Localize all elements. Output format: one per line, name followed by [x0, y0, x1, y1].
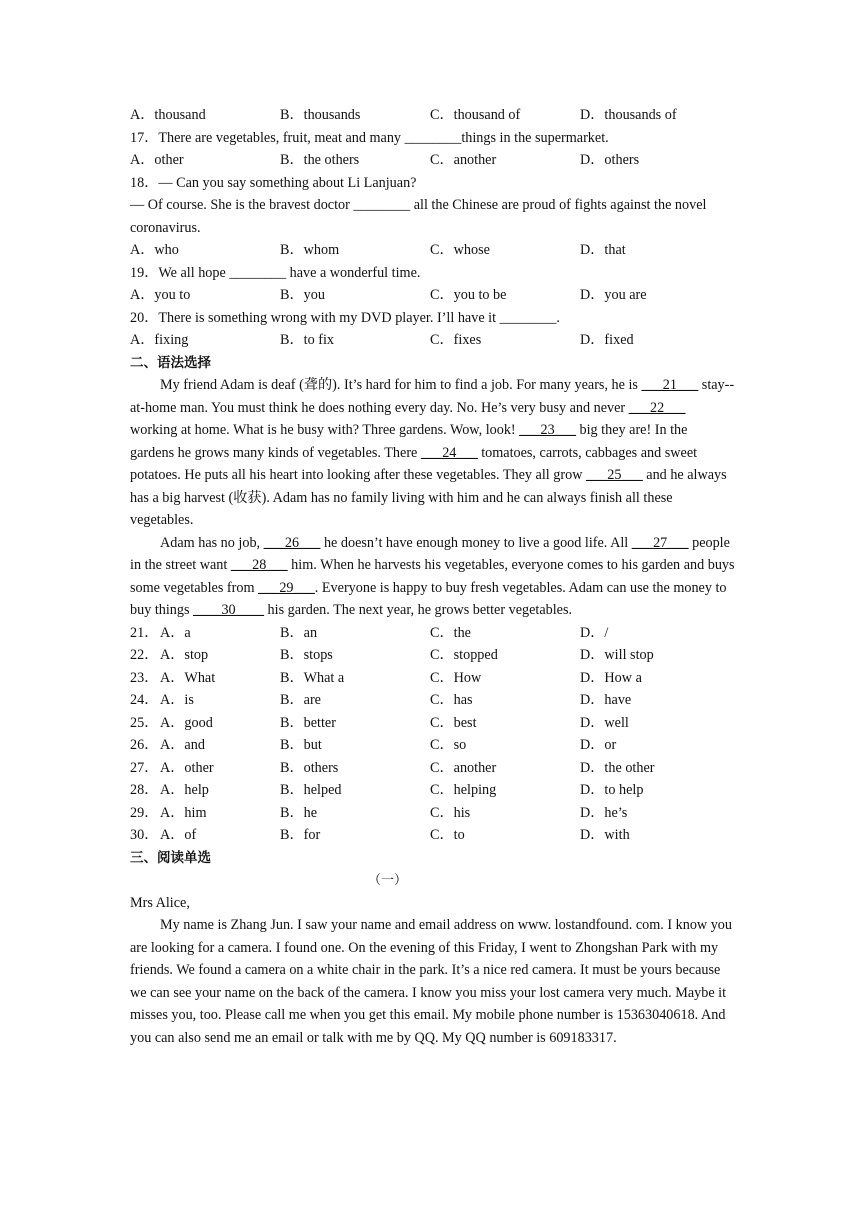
option-b[interactable]: B．for — [280, 827, 321, 843]
option-d[interactable]: D．that — [580, 242, 626, 258]
option-b[interactable]: B．are — [280, 692, 321, 708]
option-b[interactable]: B．thousands — [280, 107, 361, 123]
option-b[interactable]: B．you — [280, 287, 325, 303]
option-c[interactable]: C．you to be — [430, 287, 507, 303]
passage-paragraph-1: My friend Adam is deaf (聋的). It’s hard for him to find a job. For many years, he is ___21___ stay--at-home man. You must think he does nothing every day. No. He’s very busy and never ___22___ working at home. What is he busy with? Three gardens. Wow, look! ___23___ big they are! In the gardens he grows many kinds of vegetables. There ___24___ tomatoes, carrots, cabbages and sweet potatoes. He puts all his heart into looking after these vegetables. They all grow ___25___ and he always has a big harvest (收获). Adam has no family living with him and he can always finish all these vegetables. — [130, 377, 735, 528]
option-c[interactable]: C．so — [430, 737, 467, 753]
section-title-grammar: 二、语法选择 — [130, 354, 211, 371]
option-b[interactable]: B．better — [280, 714, 336, 731]
option-a[interactable]: A．who — [130, 242, 179, 258]
letter-body: My name is Zhang Jun. I saw your name and email address on www. lostandfound. com. I know you are looking for a camera. I found one. On the evening of this Friday, I went to Zhongshan Park with my friends. We found a camera on a white chair in the park. It’s a nice red camera. It must be yours because we can see your name on the back of the camera. I know you miss your lost camera very much. Maybe it misses you, too. Please call me when you get this email. My mobile phone number is 15363040618. And you can also send me an email or talk with me by QQ. My QQ number is 609183317. — [130, 917, 732, 1046]
option-c[interactable]: C．best — [430, 714, 477, 731]
option-d[interactable]: D．have — [580, 692, 632, 708]
option-d[interactable]: D．you are — [580, 287, 647, 303]
question-19: 19．We all hope ________ have a wonderful time. — [130, 264, 421, 281]
q17-options — [130, 149, 735, 172]
grammar-option-row — [130, 712, 735, 735]
blank: ________ — [499, 309, 557, 326]
option-c[interactable]: C．helping — [430, 782, 497, 798]
option-c[interactable]: C．another — [430, 152, 497, 168]
option-b[interactable]: B．helped — [280, 782, 342, 798]
question-number: 25． — [130, 714, 159, 731]
option-b[interactable]: B．an — [280, 624, 318, 641]
blank-22: ___22___ — [628, 399, 686, 416]
option-d[interactable]: D．will stop — [580, 647, 654, 663]
question-number: 26． — [130, 737, 159, 753]
part-label: （一） — [367, 872, 407, 887]
option-d[interactable]: D．well — [580, 714, 629, 731]
option-d[interactable]: D．the other — [580, 759, 655, 776]
option-d[interactable]: D．thousands of — [580, 107, 677, 123]
option-c[interactable]: C．stopped — [430, 647, 498, 663]
option-c[interactable]: C．How — [430, 669, 482, 686]
option-d[interactable]: D．or — [580, 737, 617, 753]
grammar-options-list — [130, 622, 735, 847]
option-a[interactable]: A．of — [160, 827, 197, 843]
option-a[interactable]: A．What — [160, 669, 216, 686]
option-d[interactable]: D．/ — [580, 624, 609, 641]
blank-26: ___26___ — [263, 534, 321, 551]
blank-29: ___29___ — [258, 579, 315, 596]
option-c[interactable]: C．fixes — [430, 332, 482, 348]
blank: ________ — [353, 197, 411, 213]
grammar-option-row — [130, 802, 735, 825]
option-c[interactable]: C．whose — [430, 242, 490, 258]
option-a[interactable]: A．fixing — [130, 332, 189, 348]
question-number: 29． — [130, 804, 159, 821]
option-a[interactable]: A．is — [160, 692, 194, 708]
option-b[interactable]: B．he — [280, 804, 318, 821]
blank-25: ___25___ — [585, 467, 643, 483]
option-d[interactable]: D．he’s — [580, 804, 628, 821]
grammar-option-row — [130, 779, 735, 802]
option-d[interactable]: D．others — [580, 152, 640, 168]
option-a[interactable]: A．stop — [160, 647, 209, 663]
option-b[interactable]: B．others — [280, 759, 339, 776]
grammar-option-row — [130, 734, 735, 757]
document-page — [130, 104, 735, 1049]
grammar-option-row — [130, 689, 735, 712]
option-b[interactable]: B．the others — [280, 152, 360, 168]
option-d[interactable]: D．How a — [580, 669, 642, 686]
blank-21: ___21___ — [641, 377, 699, 393]
option-b[interactable]: B．but — [280, 737, 322, 753]
question-number: 30． — [130, 827, 159, 843]
q16-options — [130, 104, 735, 127]
option-d[interactable]: D．to help — [580, 782, 644, 798]
option-d[interactable]: D．with — [580, 827, 630, 843]
q19-options — [130, 284, 735, 307]
question-17: 17．There are vegetables, fruit, meat and many ________things in the supermarket. — [130, 129, 609, 146]
question-number: 22． — [130, 647, 159, 663]
option-a[interactable]: A．you to — [130, 287, 191, 303]
question-number: 23． — [130, 669, 159, 686]
blank-27: ___27___ — [631, 534, 689, 551]
option-b[interactable]: B．whom — [280, 242, 340, 258]
blank: ________ — [229, 264, 287, 281]
question-number: 28． — [130, 782, 159, 798]
blank-30: ____30____ — [193, 602, 264, 618]
option-c[interactable]: C．his — [430, 804, 471, 821]
q18-options — [130, 239, 735, 262]
blank-28: ___28___ — [230, 557, 288, 573]
question-number: 24． — [130, 692, 159, 708]
blank: ________ — [404, 129, 462, 146]
grammar-option-row — [130, 622, 735, 645]
option-c[interactable]: C．has — [430, 692, 473, 708]
section-title-reading: 三、阅读单选 — [130, 849, 211, 866]
option-b[interactable]: B．to fix — [280, 332, 334, 348]
grammar-option-row — [130, 667, 735, 690]
blank-23: ___23___ — [519, 422, 576, 438]
passage-paragraph-2: Adam has no job, ___26___ he doesn’t have enough money to live a good life. All ___27___ people in the street want ___28___ him. When he harvests his vegetables, everyone comes to his garden and buys some vegetables from ___29___. Everyone is happy to buy fresh vegetables. Adam can use the money to buy things ____30____ his garden. The next year, he grows better vegetables. — [130, 534, 735, 618]
grammar-option-row — [130, 757, 735, 780]
option-c[interactable]: C．another — [430, 759, 497, 776]
option-d[interactable]: D．fixed — [580, 332, 634, 348]
question-20: 20．There is something wrong with my DVD player. I’ll have it ________. — [130, 309, 560, 326]
question-18-line2: — Of course. She is the bravest doctor ________ all the Chinese are proud of fights against the novel coronavirus. — [130, 197, 707, 236]
grammar-option-row — [130, 824, 735, 847]
letter-greeting: Mrs Alice, — [130, 894, 190, 911]
option-a[interactable]: A．good — [160, 714, 213, 731]
option-a[interactable]: A．help — [160, 782, 209, 798]
option-b[interactable]: B．stops — [280, 647, 333, 663]
option-a[interactable]: A．thousand — [130, 107, 206, 123]
question-number: 21． — [130, 624, 159, 641]
option-c[interactable]: C．to — [430, 827, 465, 843]
option-a[interactable]: A．him — [160, 804, 207, 821]
q20-options — [130, 329, 735, 352]
option-a[interactable]: A．other — [160, 759, 214, 776]
option-c[interactable]: C．the — [430, 624, 471, 641]
blank-24: ___24___ — [420, 444, 478, 461]
question-18-line1: 18．— Can you say something about Li Lanjuan? — [130, 174, 417, 191]
option-a[interactable]: A．other — [130, 152, 184, 168]
question-number: 27． — [130, 759, 159, 776]
option-c[interactable]: C．thousand of — [430, 107, 521, 123]
grammar-option-row — [130, 644, 735, 667]
option-b[interactable]: B．What a — [280, 669, 345, 686]
option-a[interactable]: A．and — [160, 737, 205, 753]
option-a[interactable]: A．a — [160, 624, 191, 641]
